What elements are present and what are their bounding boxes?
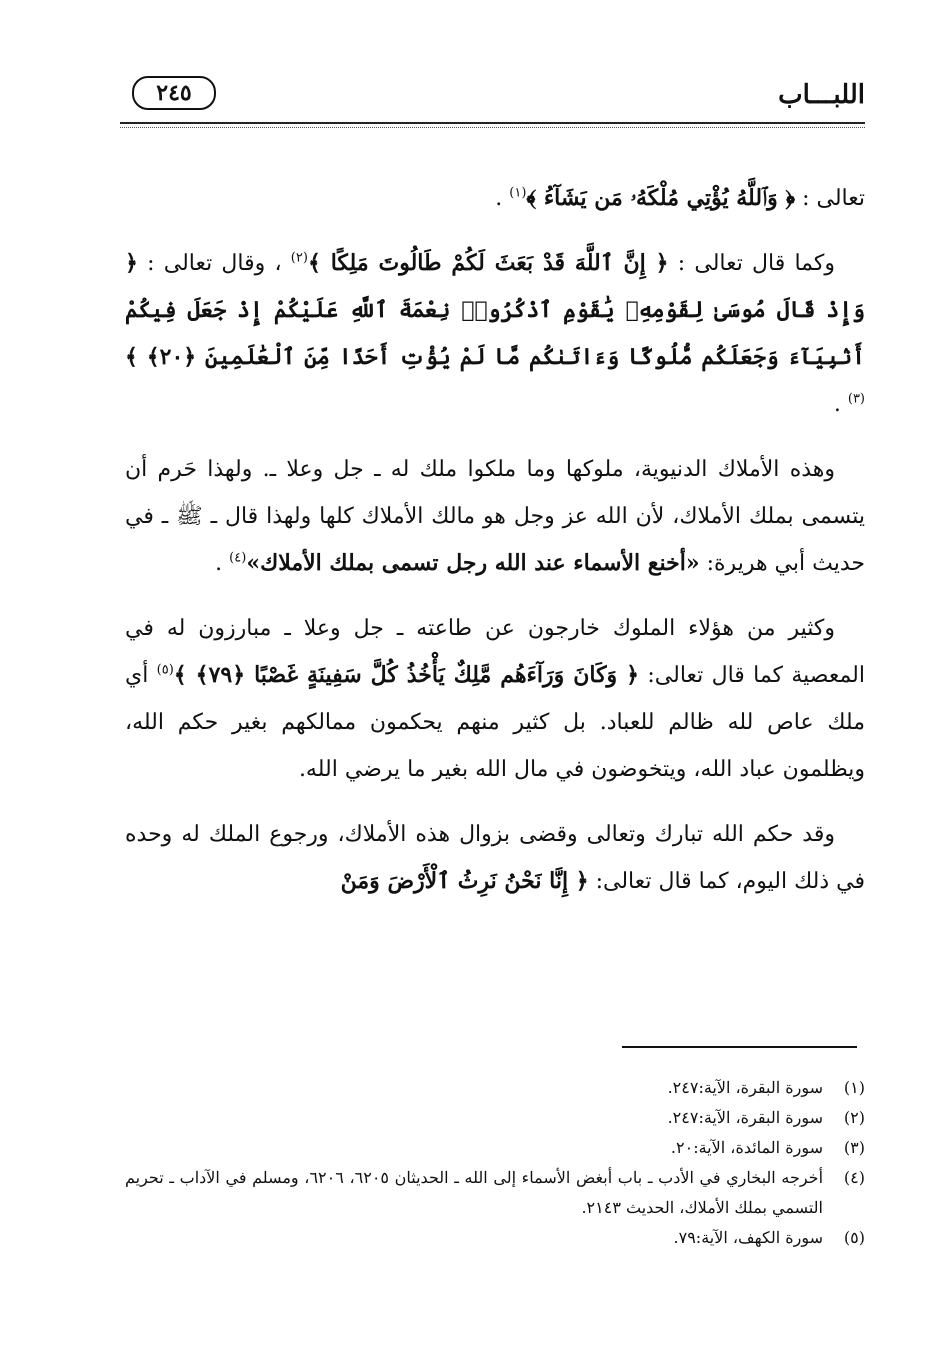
footnote-text: سورة البقرة، الآية:٢٤٧. [667, 1108, 823, 1127]
paragraph [125, 811, 865, 905]
footnote [125, 1163, 865, 1223]
text-run: وكثير من هؤلاء الملوك خارجون عن طاعته ـ جل وعلا ـ مبارزون له في المعصية كما قال تعالى: [125, 616, 865, 688]
text-run: . [495, 186, 510, 211]
quran-verse: ﴿ وَٱللَّهُ يُؤْتِي مُلْكَهُۥ مَن يَشَآءُ ﴾ [526, 185, 796, 211]
hadith-quote: «أخنع الأسماء عند الله رجل تسمى بملك الأملاك» [246, 550, 700, 576]
footnotes [125, 1073, 865, 1253]
footnote [125, 1223, 865, 1253]
paragraph [125, 605, 865, 793]
quran-verse: ﴿ وَإِذْ قَالَ مُوسَىٰ لِقَوْمِهِۦ يَٰقَوْمِ ٱذْكُرُوا۟ نِعْمَةَ ٱللَّهِ عَلَيْكُمْ إِذْ جَعَلَ فِيكُمْ أَنۢبِيَآءَ وَجَعَلَكُم مُّلُوكًا وَءَاتَىٰكُم مَّا لَمْ يُؤْتِ أَحَدًا مِّنَ ٱلْعَٰلَمِينَ ﴿٢٠﴾ ﴾ [125, 250, 865, 370]
book-title: اللبـــاب [778, 80, 865, 110]
footnote-number: (٥) [843, 1228, 865, 1247]
footnote [125, 1133, 865, 1163]
text-run: . [833, 392, 848, 417]
text-run: . [215, 551, 230, 576]
footnote-marker: (٣) [847, 391, 865, 407]
footnote-marker: (٤) [229, 550, 247, 566]
text-run: وهذه الأملاك الدنيوية، ملوكها وما ملكوا ملك له ـ جل وعلا ـ. ولهذا حَرم أن يتسمى بملك الأملاك، لأن الله عز وجل هو مالك الأملاك كلها ولهذا قال ـ ﷺ ـ في حديث أبي هريرة: [125, 457, 865, 576]
footnote-number: (٣) [843, 1138, 865, 1157]
text-run: وكما قال تعالى : [668, 251, 835, 276]
text-run: تعالى : [795, 186, 865, 211]
text-run: ، وقال تعالى : [137, 251, 291, 276]
footnote-text: سورة المائدة، الآية:٢٠. [670, 1138, 823, 1157]
footnote-text: سورة البقرة، الآية:٢٤٧. [667, 1078, 823, 1097]
footnote [125, 1103, 865, 1133]
page-number-badge [132, 76, 216, 110]
quran-verse: ﴿ وَكَانَ وَرَآءَهُم مَّلِكٌ يَأْخُذُ كُلَّ سَفِينَةٍ غَصْبًا ﴿٧٩﴾ ﴾ [173, 662, 640, 688]
page-number: ٢٤٥ [156, 80, 192, 106]
footnote-number: (٢) [843, 1108, 865, 1127]
header-rule [120, 122, 865, 124]
footnote-separator [622, 1046, 857, 1048]
footnote-marker: (٥) [156, 662, 174, 678]
paragraph [125, 175, 865, 222]
footnote-marker: (٢) [290, 250, 308, 266]
quran-verse: ﴿ إِنَّا نَحْنُ نَرِثُ ٱلْأَرْضَ وَمَنْ [340, 868, 589, 894]
footnote [125, 1073, 865, 1103]
text-run: وقد حكم الله تبارك وتعالى وقضى بزوال هذه الأملاك، ورجوع الملك له وحده في ذلك اليوم، كما قال تعالى: [125, 822, 865, 894]
main-text [125, 175, 865, 923]
paragraph [125, 446, 865, 587]
paragraph [125, 240, 865, 428]
footnote-text: أخرجه البخاري في الأدب ـ باب أبغض الأسماء إلى الله ـ الحديثان ٦٢٠٥، ٦٢٠٦، ومسلم في الآداب ـ تحريم التسمي بملك الأملاك، الحديث ٢١٤٣. [125, 1168, 824, 1217]
page-header [120, 70, 865, 132]
footnote-number: (١) [843, 1078, 865, 1097]
text-run: أي ملك عاص لله ظالم للعباد. بل كثير منهم يحكمون ممالكهم بغير حكم الله، ويظلمون عباد الله، ويتخوضون في مال الله بغير ما يرضي الله. [125, 663, 865, 782]
footnote-marker: (١) [509, 185, 527, 201]
footnote-number: (٤) [843, 1168, 865, 1187]
quran-verse: ﴿ إِنَّ ٱللَّهَ قَدْ بَعَثَ لَكُمْ طَالُوتَ مَلِكًا ﴾ [307, 250, 669, 276]
footnote-text: سورة الكهف، الآية:٧٩. [673, 1228, 823, 1247]
header-rule-dotted [120, 127, 865, 128]
